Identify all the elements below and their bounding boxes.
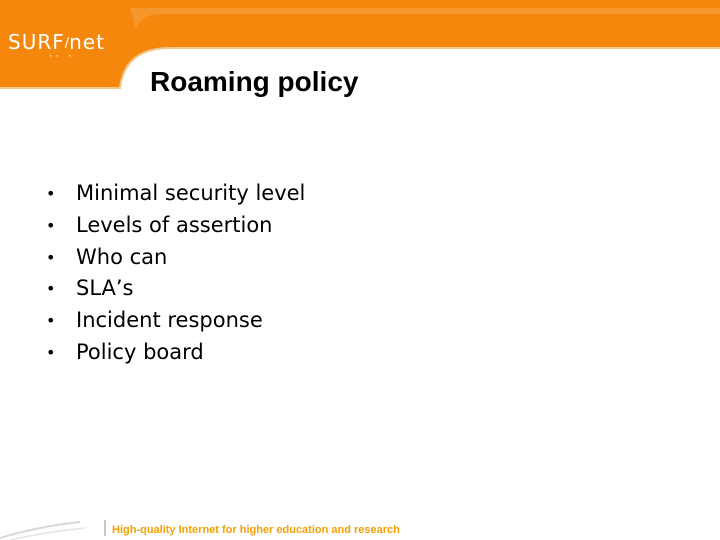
bullet-icon: •: [46, 279, 56, 299]
list-item: [40, 242, 305, 274]
list-item: [40, 305, 305, 337]
bullet-list: [40, 178, 305, 369]
bullet-text: SLA’s: [76, 276, 134, 301]
bullet-text: Incident response: [76, 308, 263, 333]
logo-mark-icon: ·· ·: [48, 52, 74, 62]
footer-swoosh-icon: [0, 508, 110, 540]
logo-slash: /: [64, 36, 70, 51]
bullet-icon: •: [46, 311, 56, 331]
list-item: [40, 210, 305, 242]
logo-suffix: net: [69, 30, 105, 54]
footer-divider: [104, 520, 106, 536]
list-item: [40, 178, 305, 210]
bullet-text: Who can: [76, 244, 168, 269]
bullet-icon: •: [46, 342, 56, 362]
surfnet-logo: [8, 30, 105, 54]
bullet-text: Levels of assertion: [76, 212, 273, 237]
bullet-icon: •: [46, 247, 56, 267]
footer-tagline: High-quality Internet for higher education and research: [112, 524, 400, 536]
slide-title: Roaming policy: [150, 66, 359, 97]
bullet-text: Minimal security level: [76, 181, 306, 205]
bullet-icon: •: [46, 184, 56, 203]
list-item: [40, 337, 305, 369]
footer-swoosh-curve-lower: [10, 528, 85, 540]
header-banner: [0, 0, 720, 100]
logo-text: SURF: [8, 30, 65, 54]
bullet-text: Policy board: [76, 339, 204, 364]
list-item: [40, 273, 305, 305]
bullet-icon: •: [46, 215, 56, 235]
